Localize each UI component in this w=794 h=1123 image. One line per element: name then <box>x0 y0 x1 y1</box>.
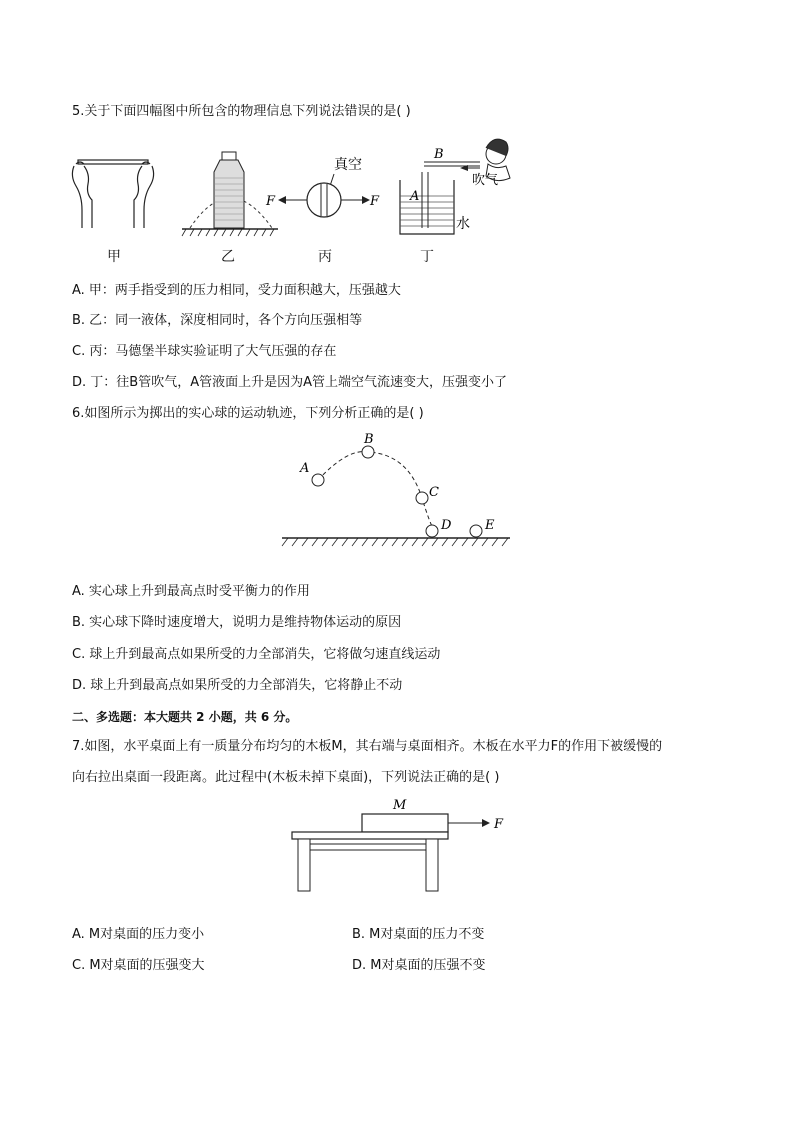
caption-yi: 乙 <box>221 249 235 265</box>
label-point-c: C <box>429 485 439 500</box>
label-blow: 吹气 <box>472 173 499 188</box>
q5-stem: 5.关于下面四幅图中所包含的物理信息下列说法错误的是( ) <box>72 104 411 119</box>
q7-option-c: C. M对桌面的压强变大 <box>72 958 205 973</box>
label-point-b: B <box>364 432 374 447</box>
label-point-e: E <box>485 518 495 533</box>
q7-option-d: D. M对桌面的压强不变 <box>352 958 486 973</box>
q7-option-a: A. M对桌面的压力变小 <box>72 927 205 942</box>
q5-figure-jia <box>68 150 158 230</box>
caption-bing: 丙 <box>318 249 332 265</box>
q5-figure-ding <box>388 136 528 242</box>
label-force-right: F <box>370 194 380 209</box>
ball-c <box>416 492 428 504</box>
q5-option-c: C. 丙：马德堡半球实验证明了大气压强的存在 <box>72 344 337 359</box>
label-force-left: F <box>266 194 276 209</box>
label-tube-a: A <box>410 189 420 204</box>
q7-stem-line2: 向右拉出桌面一段距离。此过程中(木板未掉下桌面)，下列说法正确的是( ) <box>72 770 500 785</box>
caption-jia: 甲 <box>107 249 121 265</box>
label-vacuum: 真空 <box>334 157 362 173</box>
q6-stem: 6.如图所示为掷出的实心球的运动轨迹，下列分析正确的是( ) <box>72 406 424 421</box>
label-tube-b: B <box>434 147 444 162</box>
ball-b <box>362 446 374 458</box>
q7-figure-table <box>288 794 518 894</box>
label-board-m: M <box>393 798 407 813</box>
q6-figure-trajectory <box>278 428 514 550</box>
q5-option-a: A. 甲：两手指受到的压力相同，受力面积越大，压强越大 <box>72 283 401 298</box>
section-multi-choice-heading: 二、多选题：本大题共 2 小题，共 6 分。 <box>72 710 298 724</box>
q5-option-b: B. 乙：同一液体，深度相同时，各个方向压强相等 <box>72 313 363 328</box>
label-water: 水 <box>456 216 470 232</box>
ball-d <box>426 525 438 537</box>
label-point-a: A <box>300 461 310 476</box>
q6-option-a: A. 实心球上升到最高点时受平衡力的作用 <box>72 584 310 599</box>
q5-option-d: D. 丁：往B管吹气，A管液面上升是因为A管上端空气流速变大，压强变小了 <box>72 375 507 390</box>
q5-figure-bing <box>262 150 382 230</box>
label-force-f: F <box>494 817 504 832</box>
q6-option-d: D. 球上升到最高点如果所受的力全部消失，它将静止不动 <box>72 678 403 693</box>
label-point-d: D <box>441 518 452 533</box>
board-m <box>362 814 448 832</box>
q7-stem-line1: 7.如图，水平桌面上有一质量分布均匀的木板M，其右端与桌面相齐。木板在水平力F的作用下被缓慢的 <box>72 739 663 754</box>
q7-option-b: B. M对桌面的压力不变 <box>352 927 485 942</box>
caption-ding: 丁 <box>420 249 434 265</box>
ball-e <box>470 525 482 537</box>
q6-option-b: B. 实心球下降时速度增大，说明力是维持物体运动的原因 <box>72 615 402 630</box>
q6-option-c: C. 球上升到最高点如果所受的力全部消失，它将做匀速直线运动 <box>72 647 441 662</box>
ball-a <box>312 474 324 486</box>
